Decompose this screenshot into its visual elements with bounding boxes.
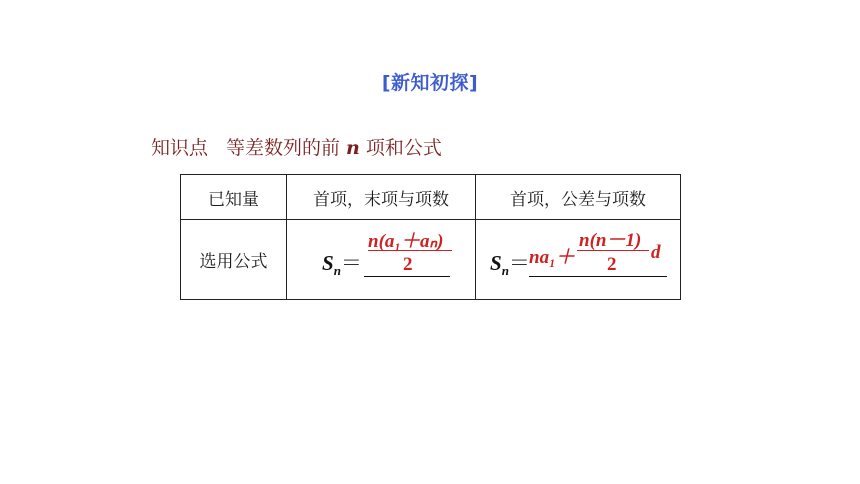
formula-1-denominator: 2	[403, 254, 413, 275]
formula-2-fraction-bar	[577, 250, 649, 251]
header-first-last-count: 首项，末项与项数	[287, 175, 476, 220]
formula-1-numerator: n(a₁＋aₙ)	[368, 231, 444, 252]
formula-2-lhs: $S_n=$	[490, 251, 530, 279]
topic-title-before: 等差数列的前	[226, 137, 341, 159]
formula-cell-2	[476, 220, 681, 300]
formula-cell-1	[287, 220, 476, 300]
formula-table	[180, 174, 681, 300]
formula-2-denominator: 2	[607, 254, 617, 275]
table-row	[181, 220, 681, 300]
header-first-diff-count: 首项，公差与项数	[476, 175, 681, 220]
topic-title-after: 项和公式	[365, 137, 442, 159]
formula-2-blank	[529, 276, 667, 277]
formula-2-term1: na₁＋	[529, 247, 575, 268]
formula-1-blank	[364, 276, 450, 277]
formula-2-tail: d	[651, 242, 661, 263]
formula-2	[477, 220, 679, 299]
header-known: 已知量	[181, 175, 287, 220]
formula-2-numerator: n(n－1)	[579, 230, 642, 251]
row-label: 选用公式	[181, 220, 287, 300]
topic-heading	[151, 133, 442, 160]
topic-variable: n	[346, 137, 360, 159]
formula-1-fraction-bar	[368, 250, 452, 251]
table-header-row	[181, 175, 681, 220]
topic-prefix: 知识点	[151, 137, 209, 159]
formula-1	[288, 220, 474, 299]
section-tag: [新知初探]	[381, 72, 479, 94]
formula-1-lhs: $S_n=$	[322, 251, 362, 279]
